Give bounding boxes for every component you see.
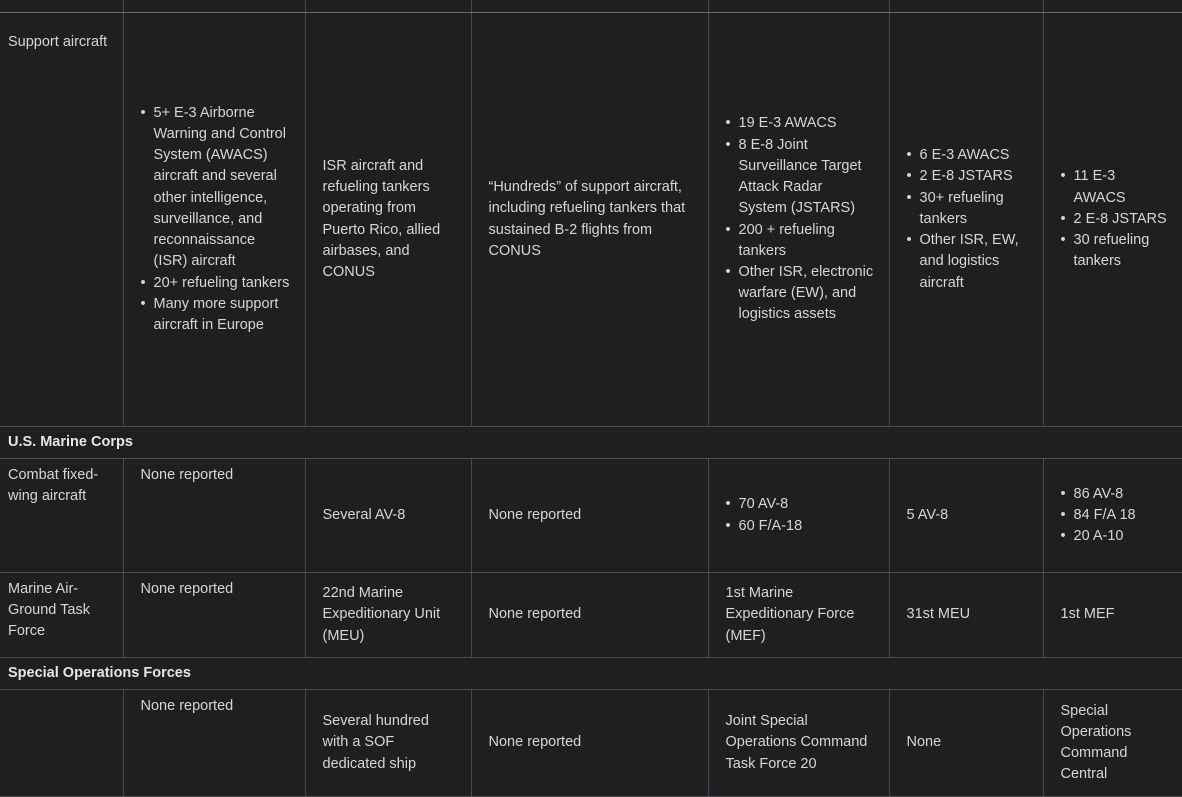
- table-row: [0, 0, 1182, 13]
- list-item: • 20+ refueling tankers: [154, 273, 291, 294]
- list-item: • 6 E-3 AWACS: [920, 145, 1029, 166]
- row-label: Combat fixed-wing aircraft: [0, 459, 123, 573]
- bullet-list: [141, 103, 291, 336]
- list-item: • 30+ refueling tankers: [920, 188, 1029, 230]
- cell-col1: [123, 13, 305, 427]
- cell-col1: None reported: [123, 459, 305, 573]
- cell-col2: Several AV-8: [305, 459, 471, 573]
- cell-col4: [708, 13, 889, 427]
- row-label: Support aircraft: [0, 13, 123, 427]
- cell-col3: None reported: [471, 690, 708, 797]
- section-header-marines: [0, 427, 1182, 459]
- table-row-support-aircraft: [0, 13, 1182, 427]
- cell-col5: None: [889, 690, 1043, 797]
- section-title: U.S. Marine Corps: [0, 427, 1182, 459]
- cell-col1: None reported: [123, 690, 305, 797]
- cell-col1: None reported: [123, 573, 305, 658]
- list-item: • Other ISR, electronic warfare (EW), and logistics assets: [739, 262, 875, 326]
- list-item: • 20 A-10: [1074, 526, 1169, 547]
- list-item: • 2 E-8 JSTARS: [920, 166, 1029, 187]
- cell-col5: [889, 13, 1043, 427]
- bullet-list: [1061, 166, 1169, 272]
- cell-col3: None reported: [471, 573, 708, 658]
- cell-col5: 5 AV-8: [889, 459, 1043, 573]
- cell-col4: Joint Special Operations Command Task Force 20: [708, 690, 889, 797]
- list-item: • 84 F/A 18: [1074, 505, 1169, 526]
- list-item: • 70 AV-8: [739, 494, 875, 515]
- list-item: • Many more support aircraft in Europe: [154, 294, 291, 336]
- table-row-sof: [0, 690, 1182, 797]
- cell-col3: None reported: [471, 459, 708, 573]
- cell-col6: 1st MEF: [1043, 573, 1182, 658]
- row-label: [0, 690, 123, 797]
- bullet-list: [1061, 484, 1169, 548]
- cell-col2: Several hundred with a SOF dedicated ship: [305, 690, 471, 797]
- cell-col2: ISR aircraft and refueling tankers operating from Puerto Rico, allied airbases, and CONUS: [305, 13, 471, 427]
- list-item: • 2 E-8 JSTARS: [1074, 209, 1169, 230]
- cell-col6: Special Operations Command Central: [1043, 690, 1182, 797]
- list-item: • 19 E-3 AWACS: [739, 113, 875, 134]
- list-item: • 60 F/A-18: [739, 516, 875, 537]
- list-item: • 30 refueling tankers: [1074, 230, 1169, 272]
- cell-col6: [1043, 13, 1182, 427]
- cell-col4: 1st Marine Expeditionary Force (MEF): [708, 573, 889, 658]
- section-title: Special Operations Forces: [0, 658, 1182, 690]
- cell-col4: [708, 459, 889, 573]
- cell-col2: 22nd Marine Expeditionary Unit (MEU): [305, 573, 471, 658]
- table-row-magtf: [0, 573, 1182, 658]
- cell-col5: 31st MEU: [889, 573, 1043, 658]
- list-item: • 86 AV-8: [1074, 484, 1169, 505]
- bullet-list: [907, 145, 1029, 293]
- bullet-list: [726, 113, 875, 325]
- list-item: • 5+ E-3 Airborne Warning and Control System (AWACS) aircraft and several other intelligence, surveillance, and reconnaissance (ISR) aircraft: [154, 103, 291, 273]
- list-item: • 8 E-8 Joint Surveillance Target Attack Radar System (JSTARS): [739, 135, 875, 220]
- list-item: • Other ISR, EW, and logistics aircraft: [920, 230, 1029, 294]
- section-header-sof: [0, 658, 1182, 690]
- bullet-list: [726, 494, 875, 536]
- table-row-combat-fixed-wing: [0, 459, 1182, 573]
- row-label: Marine Air-Ground Task Force: [0, 573, 123, 658]
- list-item: • 200 + refueling tankers: [739, 220, 875, 262]
- list-item: • 11 E-3 AWACS: [1074, 166, 1169, 208]
- cell-col3: “Hundreds” of support aircraft, including refueling tankers that sustained B-2 flights from CONUS: [471, 13, 708, 427]
- cell-col6: [1043, 459, 1182, 573]
